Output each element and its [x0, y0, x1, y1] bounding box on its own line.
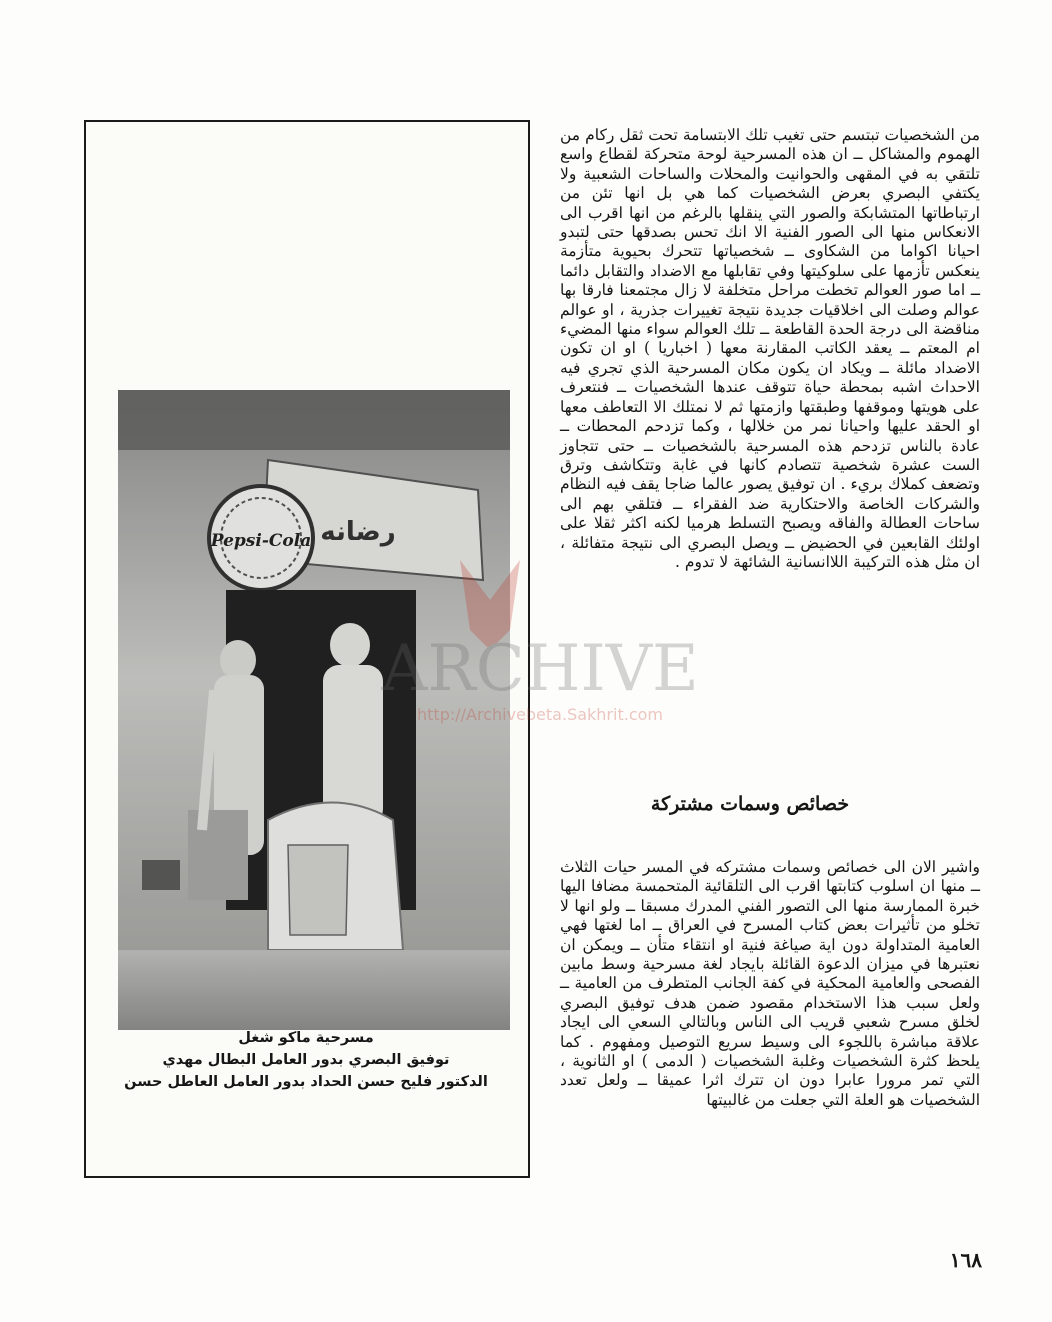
article-body-bottom: [560, 858, 980, 1110]
article-paragraph: من الشخصيات تبتسم حتى تغيب تلك الابتسامة تحت ثقل ركام من الهموم والمشاكل ــ ان هذه المسرحية لوحة متحركة لقطاع واسع تلتقي به في المقهى والحوانيت والمحلات والساحات الشعبية ولا يكتفي البصري بعرض الشخصيات كما هي بل انها تئن من ارتباطاتها المتشابكة والصور التي ينقلها بالرغم من انها اقرب الى الانعكاس منها الى الصور الفنية الا انك تحس بصدقها حتى لتبدو احيانا اكواما من الشكاوى ــ شخصياتها تتحرك بحيوية متأزمة ينعكس تأزمها على سلوكيتها وفي تقابلها مع الاضداد والتقابل دائما ــ اما صور العوالم تخطت مراحل متخلفة لا زال مجتمعنا فارقا بها عوالم وصلت الى اخلاقيات جديدة نتيجة تغييرات جذرية ، او عوالم مناقضة الى درجة الحدة القاطعة ــ تلك العوالم سواء منها المضيء ام المعتم ــ يعقد الكاتب المقارنة معها ( اخباريا ) او ان تكون الاضداد مائلة ــ ويكاد ان يكون مكان المسرحية الذي تجري فيه الاحداث اشبه بمحطة حياة تتوقف عندها الشخصيات ــ فنتعرف على هويتها وموقفها وطبقتها وازمتها ثم لا نمتلك الا التعاطف معها او الحقد عليها واحيانا نمر من خلالها ، وكما تزدحم المحطات ــ عادة بالناس تزدحم هذه المسرحية بالشخصيات ــ حتى تتجاوز الست عشرة شخصية تتصادم كانها في غابة وتتكاشف وترق وتضعف كملاك بريء . ان توفيق يصور عالما ضاجا يقف فيه النظام والشركات الخاصة والاحتكارية ضد الفقراء ــ فتلقي بهم الى ساحات العطالة والفاقه ويصبح التسلط هرميا لكنه اكثر ثقلا على اولئك القابعين في الحضيض ــ ويصل البصري الى نتيجة متفائلة ، ان مثل هذه التركيبة اللاانسانية الشائهة لا تدوم .: [560, 126, 980, 571]
photo-caption: [96, 1027, 516, 1093]
caption-line: توفيق البصري بدور العامل البطال مهدي: [162, 1052, 450, 1068]
article-paragraph: واشير الان الى خصائص وسمات مشتركه في المسر حيات الثلاث ــ منها ان اسلوب كتابتها اقرب الى التلقائية المتحمسة مضافا اليها خبرة الممارسة منها الى التصور الفني المدرك مسبقا ــ ولو انها لا تخلو من تأثيرات بعض كتاب المسرح في العراق ــ اما لغتها فهي العامية المتداولة دون اية صياغة فنية او انتقاء متأن ــ ويمكن ان نعتبرها في ميزان الدعوة القائلة بايجاد لغة مسرحية وسط مابين الفصحى والعامية المحكية في كفة الجانب المتطرف من العامية ــ ولعل سبب هذا الاستخدام مقصود ضمن هدف توفيق البصري لخلق مسرح شعبي قريب الى الناس وبالتالي السعي الى ايجاد علاقة مباشرة باللجوء الى وسيط سريع التوصيل ومفهوم . كما يلحظ كثرة الشخصيات وغلبة الشخصيات ( الدمى ) او الثانوية ، التي تمر مرورا عابرا دون ان تترك اثرا عميقا ــ ولعل تعدد الشخصيات هو العلة التي جعلت من غالبيتها: [560, 858, 980, 1109]
watermark-url: http://Archivebeta.Sakhrit.com: [417, 705, 663, 724]
article-body-top: [560, 126, 980, 572]
photo-panel: [84, 120, 530, 1178]
section-heading: خصائص وسمات مشتركة: [650, 793, 850, 815]
pepsi-logo-text: Pepsi-Cola: [210, 531, 312, 551]
watermark-logo-text: ARCHIVE: [381, 632, 699, 706]
caption-line: مسرحية ماكو شغل: [238, 1030, 374, 1046]
caption-line: الدكتور فليح حسن الحداد بدور العامل العاطل حسن: [124, 1074, 488, 1090]
page-number: ١٦٨: [949, 1248, 982, 1272]
shop-sign-text: رضانه: [320, 517, 396, 547]
photo-illustration: [118, 390, 510, 1030]
play-photo: [118, 390, 510, 1030]
